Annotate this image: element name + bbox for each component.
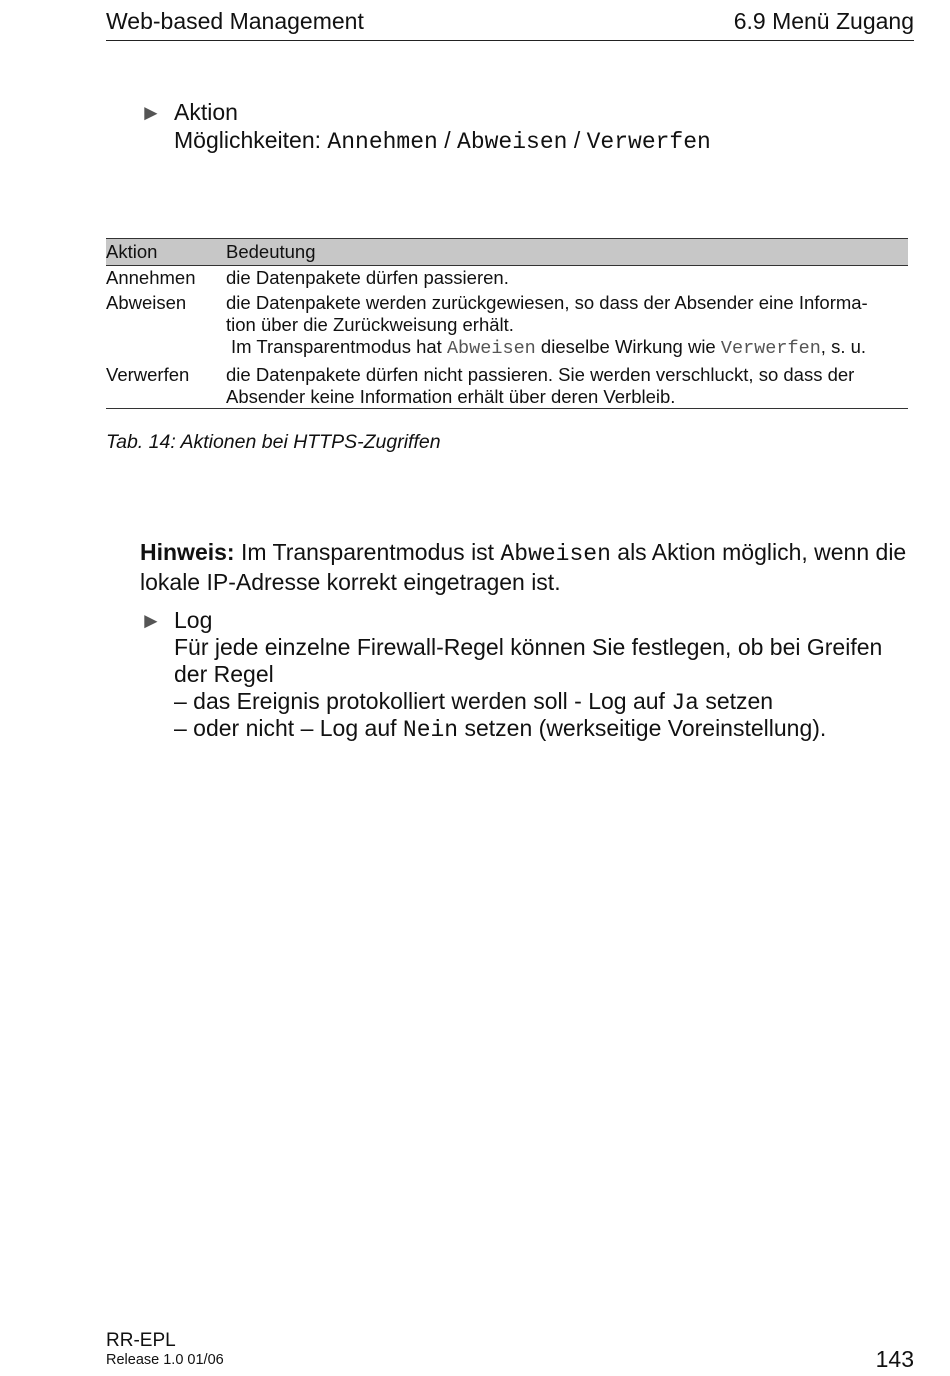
options-separator: /: [444, 127, 451, 153]
options-label: Möglichkeiten:: [174, 127, 322, 153]
transparent-mode-note: [226, 336, 908, 360]
log-text: – oder nicht – Log auf: [174, 715, 397, 741]
page-header: [106, 6, 914, 41]
log-option-no: [174, 715, 826, 743]
bullet-arrow-icon: ►: [140, 100, 162, 125]
log-text: – das Ereignis protokolliert werden soll - Log auf: [174, 688, 665, 714]
log-text: setzen (werkseitige Voreinstellung).: [464, 715, 827, 741]
note-text: , s. u.: [820, 336, 867, 357]
page-number: 143: [875, 1346, 914, 1372]
table-bottom-rule: [106, 408, 908, 409]
log-option-yes: [174, 688, 773, 716]
table-cell-meaning: [226, 364, 908, 408]
code-ja: Ja: [671, 690, 699, 716]
code-verwerfen: Verwerfen: [720, 338, 821, 359]
log-text-line: Für jede einzelne Firewall-Regel können Sie festlegen, ob bei Greifen: [174, 634, 883, 660]
code-abweisen: Abweisen: [446, 338, 536, 359]
options-separator: /: [573, 127, 581, 153]
footer-product: RR-EPL: [106, 1330, 176, 1351]
table-row: [106, 364, 908, 410]
table-row: [106, 266, 908, 292]
hint-text: als Aktion möglich, wenn die lokale IP-Adresse korrekt eingetragen ist.: [140, 539, 907, 595]
meaning-line: die Datenpakete werden zurückgewiesen, so dass der Absender eine Informa-: [226, 292, 868, 313]
log-text: setzen: [705, 688, 774, 714]
table-header-aktion: Aktion: [106, 241, 158, 262]
hint-text: Im Transparentmodus ist: [240, 539, 495, 565]
table-cell-action: Abweisen: [106, 292, 187, 313]
table-header-bedeutung: Bedeutung: [226, 241, 316, 262]
log-title: Log: [174, 607, 213, 633]
meaning-line: Absender keine Information erhält über deren Verbleib.: [226, 386, 676, 407]
bullet-arrow-icon: ►: [140, 608, 162, 633]
option-verwerfen: Verwerfen: [586, 129, 711, 155]
table-cell-meaning: die Datenpakete dürfen passieren.: [226, 267, 509, 288]
table-cell-action: Verwerfen: [106, 364, 190, 385]
actions-table: [106, 238, 908, 410]
table-caption: Tab. 14: Aktionen bei HTTPS-Zugriffen: [106, 431, 441, 453]
header-chapter-title: 6.9 Menü Zugang: [733, 8, 914, 34]
table-cell-meaning: [226, 292, 908, 360]
aktion-title: Aktion: [174, 99, 238, 125]
option-abweisen: Abweisen: [457, 129, 568, 155]
table-cell-action: Annehmen: [106, 267, 196, 288]
hint-paragraph: [140, 538, 920, 596]
table-row: [106, 292, 908, 364]
code-abweisen: Abweisen: [500, 541, 611, 567]
option-annehmen: Annehmen: [327, 129, 438, 155]
footer-release: Release 1.0 01/06: [106, 1352, 224, 1368]
meaning-line: tion über die Zurückweisung erhält.: [226, 314, 514, 335]
hint-label: Hinweis:: [140, 539, 235, 565]
log-text-line: der Regel: [174, 661, 274, 687]
note-text: Im Transparentmodus hat: [231, 336, 442, 357]
table-header-row: [106, 238, 908, 266]
header-section-title: Web-based Management: [106, 8, 364, 34]
code-nein: Nein: [402, 717, 459, 743]
aktion-options: [174, 127, 711, 155]
meaning-line: die Datenpakete dürfen nicht passieren. Sie werden verschluckt, so dass der: [226, 364, 855, 385]
note-text: dieselbe Wirkung wie: [540, 336, 716, 357]
